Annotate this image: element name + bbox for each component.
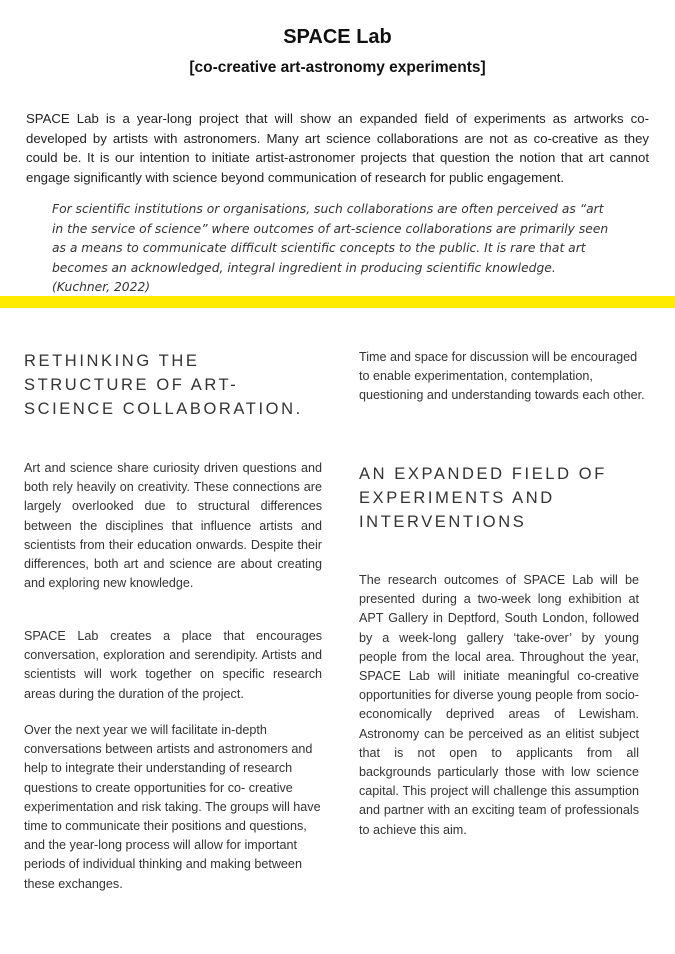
section-heading-rethinking: RETHINKING THE STRUCTURE OF ART-SCIENCE COLLABORATION. xyxy=(24,352,303,418)
paragraph-time-and-space: Time and space for discussion will be encouraged to enable experimentation, contemplation, questioning and understanding towards each other. xyxy=(359,350,645,403)
paragraph-next-year: Over the next year we will facilitate in-depth conversations between artists and astronomers and help to integrate their understanding of research questions to create opportunities for co- creative experimentation and risk taking. The groups will have time to communicate their positions and questions, and the year-long process will allow for important periods of individual thinking and making between these exchanges. xyxy=(24,723,321,891)
yellow-divider-band xyxy=(0,296,675,308)
page-subtitle: [co-creative art-astronomy experiments] xyxy=(189,59,486,76)
paragraph-space-lab-place: SPACE Lab creates a place that encourages conversation, exploration and serendipity. Artists and scientists will work together on specific research areas during the duration of the project. xyxy=(24,629,322,701)
section-heading-expanded-field: AN EXPANDED FIELD OF EXPERIMENTS AND INTERVENTIONS xyxy=(359,465,607,531)
paragraph-art-science: Art and science share curiosity driven questions and both rely heavily on creativity. These connections are largely overlooked due to structural differences between the disciplines that influence artists and scientists from their education onwards. Despite their differences, both art and science are about creating and exploring new knowledge. xyxy=(24,461,322,591)
page-title: SPACE Lab xyxy=(283,26,392,48)
intro-paragraph: SPACE Lab is a year-long project that will show an expanded field of experiments as artworks co-developed by artists with astronomers. Many art science collaborations are not as co-creative as they could be. It is our intention to initiate artist-astronomer projects that question the notion that art cannot engage significantly with science beyond communication of research for public engagement. xyxy=(26,111,649,185)
paragraph-research-outcomes: The research outcomes of SPACE Lab will be presented during a two-week long exhibition at APT Gallery in Deptford, South London, followed by a week-long gallery ‘take-over’ by young people from the local area. Throughout the year, SPACE Lab will initiate meaningful co-creative opportunities for diverse young people from socio-economically deprived areas of Lewisham. Astronomy can be perceived as an elitist subject that is not open to applicants from all backgrounds particularly those with low science capital. This project will challenge this assumption and partner with an exciting team of professionals to achieve this aim. xyxy=(359,573,639,837)
block-quote: For scientific institutions or organisations, such collaborations are often perceived as “art in the service of science” where outcomes of art-science collaborations are primarily seen as a means to communicate difficult scientific concepts to the public. It is rare that art becomes an acknowledged, integral ingredient in producing scientific knowledge. (Kuchner, 2022) xyxy=(52,202,609,294)
